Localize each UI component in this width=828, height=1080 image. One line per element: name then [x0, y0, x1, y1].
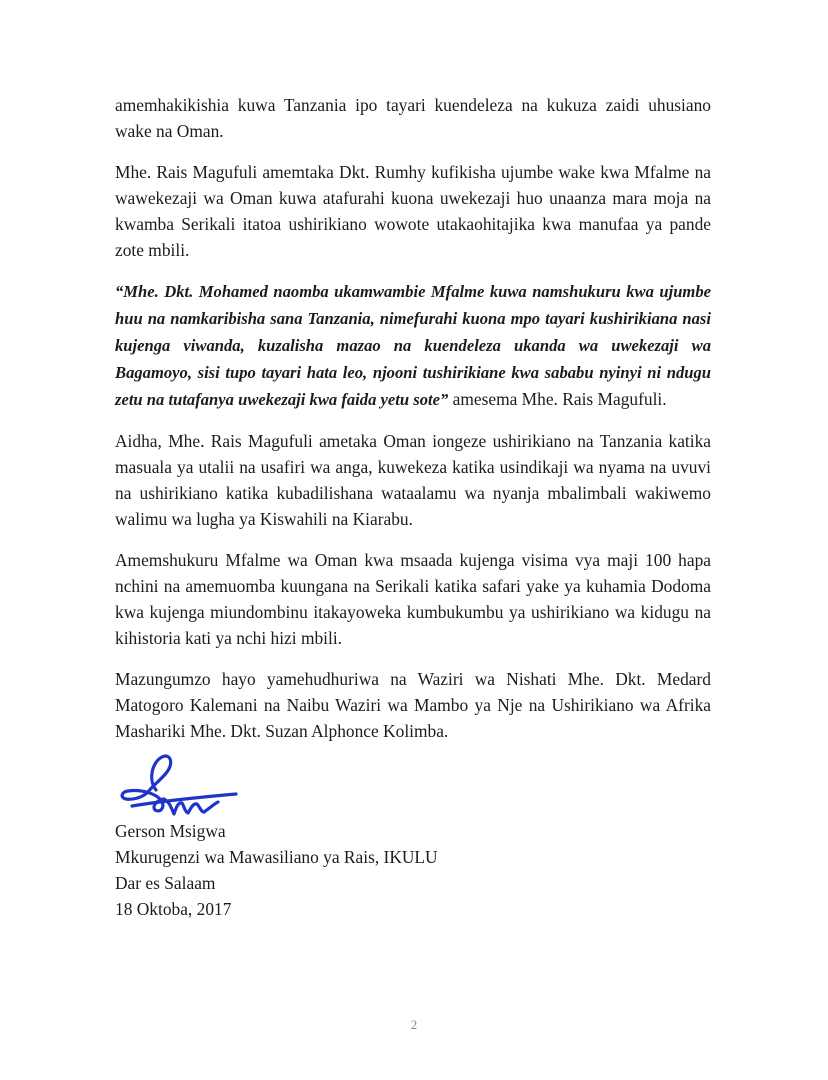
signatory-title: Mkurugenzi wa Mawasiliano ya Rais, IKULU	[115, 847, 438, 867]
paragraph-cooperation: Aidha, Mhe. Rais Magufuli ametaka Oman iongeze ushirikiano na Tanzania katika masuala ya utalii na usafiri wa anga, kuwekeza katika usindikaji wa nyama na uvuvi na ushirikiano katika kubadilishana wataalamu wa nyanja mbalimbali wakiwemo walimu wa lugha ya Kiswahili na Kiarabu.	[115, 431, 711, 529]
page-number: 2	[410, 1017, 418, 1032]
paragraph-thanks: Amemshukuru Mfalme wa Oman kwa msaada kujenga visima vya maji 100 hapa nchini na amemuomba kuungana na Serikali katika safari yake ya kuhamia Dodoma kwa kujenga miundombinu itakayoweka kumbukumbu ya ushirikiano wa kidugu na kihistoria kati ya nchi hizi mbili.	[115, 550, 711, 648]
signatory-location: Dar es Salaam	[115, 873, 216, 893]
handwritten-signature	[112, 750, 242, 828]
signature-block	[115, 818, 438, 922]
quote-paragraph	[115, 278, 711, 413]
document-date: 18 Oktoba, 2017	[115, 899, 232, 919]
signatory-name: Gerson Msigwa	[115, 821, 226, 841]
paragraph-rais-request: Mhe. Rais Magufuli amemtaka Dkt. Rumhy kufikisha ujumbe wake kwa Mfalme na wawekezaji wa Oman kuwa atafurahi kuona uwekezaji huo unaanza mara moja na kwamba Serikali itatoa ushirikiano wowote utakaohitajika kwa manufaa ya pande zote mbili.	[115, 162, 711, 260]
quote-attribution: amesema Mhe. Rais Magufuli.	[448, 389, 667, 409]
paragraph-continuation: amemhakikishia kuwa Tanzania ipo tayari kuendeleza na kukuza zaidi uhusiano wake na Oman.	[115, 95, 711, 141]
paragraph-attendees: Mazungumzo hayo yamehudhuriwa na Waziri wa Nishati Mhe. Dkt. Medard Matogoro Kalemani na Naibu Waziri wa Mambo ya Nje na Ushirikiano wa Afrika Mashariki Mhe. Dkt. Suzan Alphonce Kolimba.	[115, 669, 711, 741]
quote-text: “Mhe. Dkt. Mohamed naomba ukamwambie Mfalme kuwa namshukuru kwa ujumbe huu na namkaribisha sana Tanzania, nimefurahi kuona mpo tayari kushirikiana nasi kujenga viwanda, kuzalisha mazao na kuendeleza ukanda wa uwekezaji wa Bagamoyo, sisi tupo tayari hata leo, njooni tushirikiane kwa sababu nyinyi ni ndugu zetu na tutafanya uwekezaji kwa faida yetu sote”	[115, 282, 711, 409]
body-text	[115, 92, 711, 759]
